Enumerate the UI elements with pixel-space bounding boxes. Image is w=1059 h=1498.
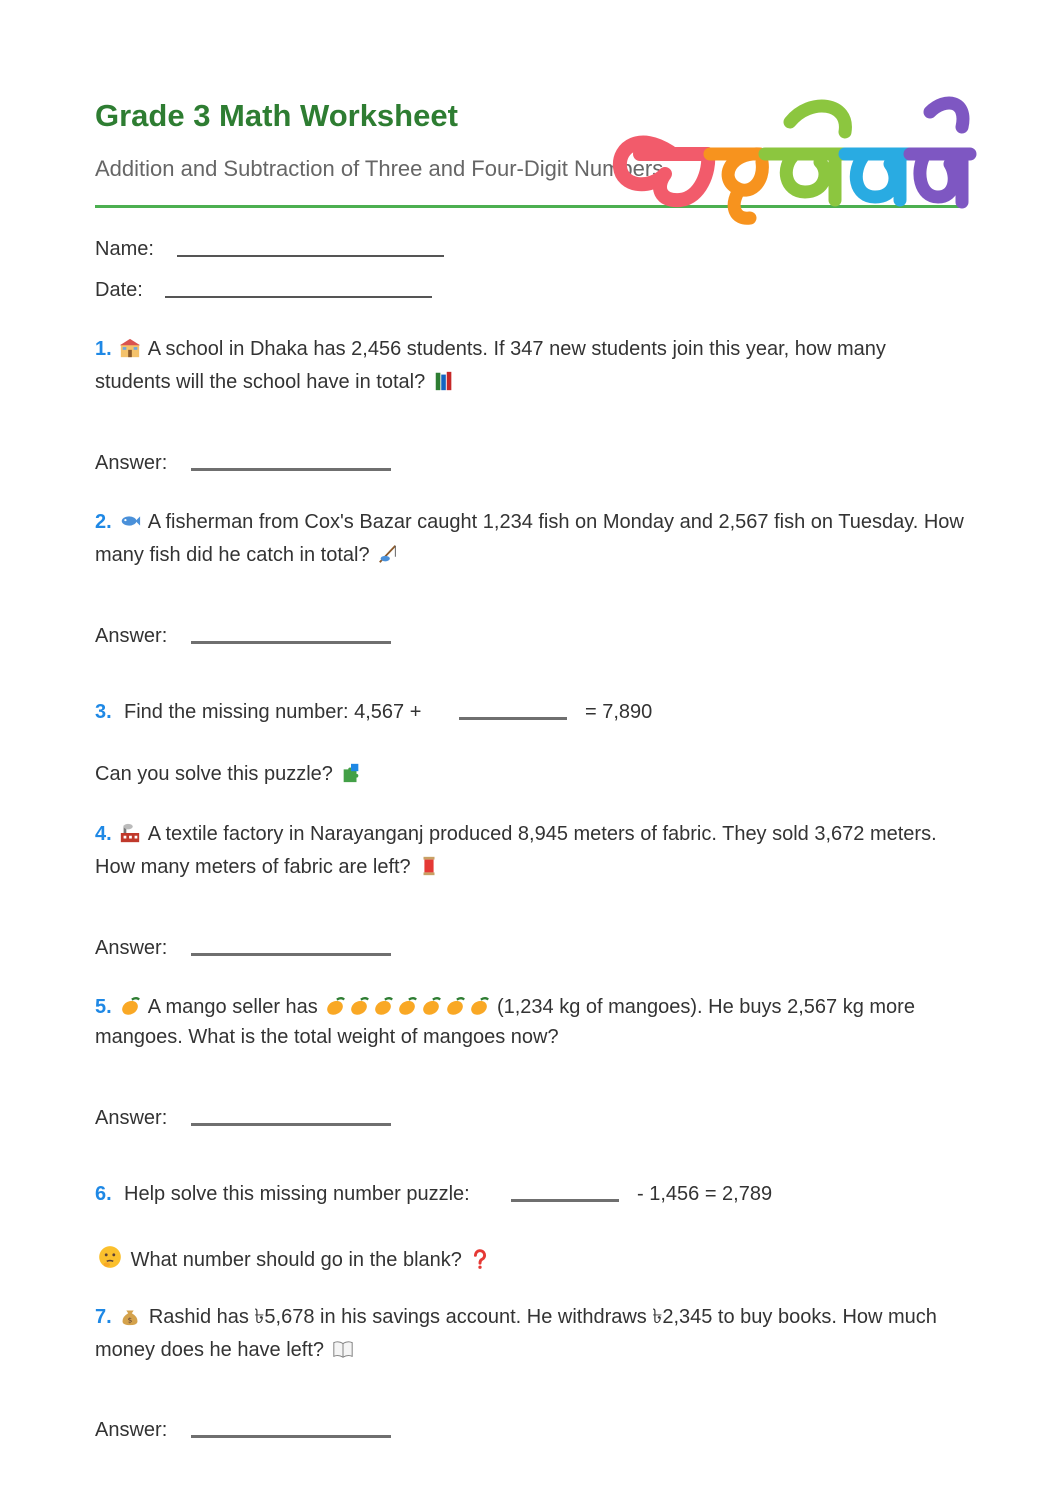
date-field[interactable] bbox=[165, 296, 432, 298]
mango-row bbox=[323, 996, 491, 1018]
mango-icon bbox=[444, 995, 466, 1017]
question-text: A mango seller has bbox=[147, 996, 318, 1018]
followup-text: Can you solve this puzzle? bbox=[95, 763, 333, 785]
name-field[interactable] bbox=[177, 255, 444, 257]
question-3-followup bbox=[95, 762, 364, 786]
missing-number-blank-2[interactable] bbox=[511, 1199, 619, 1202]
question-text-after: = 7,890 bbox=[585, 701, 653, 723]
answer-field-7[interactable] bbox=[191, 1435, 391, 1438]
question-text: Help solve this missing number puzzle: bbox=[124, 1183, 470, 1205]
answer-field-5[interactable] bbox=[191, 1123, 391, 1126]
thread-icon bbox=[418, 855, 440, 877]
svg-text:$: $ bbox=[127, 1315, 133, 1325]
question-number: 2. bbox=[95, 511, 112, 533]
question-number: 1. bbox=[95, 338, 112, 360]
page-title: Grade 3 Math Worksheet bbox=[95, 98, 458, 133]
followup-text: What number should go in the blank? bbox=[130, 1249, 462, 1271]
page-subtitle: Addition and Subtraction of Three and Four-Digit Numbers bbox=[95, 156, 664, 181]
question-6-followup bbox=[95, 1244, 493, 1272]
question-text-after: (1,234 kg of mangoes). He buys 2,567 kg more mangoes. What is the total weight of mangoes now? bbox=[95, 996, 915, 1048]
answer-field-1[interactable] bbox=[191, 468, 391, 471]
fish-icon bbox=[119, 510, 141, 532]
question-2 bbox=[95, 506, 965, 572]
question-3 bbox=[95, 701, 112, 724]
question-number: 7. bbox=[95, 1306, 112, 1328]
answer-label: Answer: bbox=[95, 452, 168, 474]
question-text: Find the missing number: 4,567 + bbox=[124, 701, 422, 723]
question-6 bbox=[95, 1183, 112, 1206]
fishing-pole-icon bbox=[377, 543, 399, 565]
open-book-icon bbox=[332, 1338, 354, 1360]
question-number: 3. bbox=[95, 701, 112, 723]
answer-label: Answer: bbox=[95, 937, 168, 959]
answer-label: Answer: bbox=[95, 1419, 168, 1441]
question-number: 5. bbox=[95, 996, 112, 1018]
puzzle-icon bbox=[340, 762, 362, 784]
anushiloni-logo bbox=[610, 92, 980, 232]
money-bag-icon bbox=[119, 1305, 141, 1327]
question-text-after: - 1,456 = 2,789 bbox=[637, 1183, 773, 1205]
question-5 bbox=[95, 992, 965, 1052]
question-number: 6. bbox=[95, 1183, 112, 1205]
question-text: Rashid has ৳5,678 in his savings account. He withdraws ৳2,345 to buy books. How much money does he have left? bbox=[95, 1306, 937, 1361]
question-mark-icon bbox=[469, 1248, 491, 1270]
mango-icon bbox=[324, 995, 346, 1017]
missing-number-blank-1[interactable] bbox=[459, 717, 567, 720]
books-icon bbox=[433, 370, 455, 392]
mango-icon bbox=[348, 995, 370, 1017]
answer-field-4[interactable] bbox=[191, 953, 391, 956]
mango-icon bbox=[420, 995, 442, 1017]
answer-label: Answer: bbox=[95, 1107, 168, 1129]
date-label: Date: bbox=[95, 279, 143, 301]
mango-icon bbox=[396, 995, 418, 1017]
question-text: A fisherman from Cox's Bazar caught 1,234 fish on Monday and 2,567 fish on Tuesday. How many fish did he catch in total? bbox=[95, 511, 964, 566]
factory-icon bbox=[119, 822, 141, 844]
question-7 bbox=[95, 1301, 965, 1367]
thinking-face-icon bbox=[97, 1244, 123, 1270]
answer-label: Answer: bbox=[95, 625, 168, 647]
mango-icon bbox=[372, 995, 394, 1017]
mango-icon bbox=[468, 995, 490, 1017]
name-label: Name: bbox=[95, 238, 154, 260]
question-1 bbox=[95, 333, 965, 399]
school-icon bbox=[119, 337, 141, 359]
answer-field-2[interactable] bbox=[191, 641, 391, 644]
question-text: A school in Dhaka has 2,456 students. If 347 new students join this year, how many students will the school have in total? bbox=[95, 338, 886, 393]
question-4 bbox=[95, 818, 965, 884]
question-number: 4. bbox=[95, 823, 112, 845]
mango-icon bbox=[119, 995, 141, 1017]
question-text: A textile factory in Narayanganj produced 8,945 meters of fabric. They sold 3,672 meters. How many meters of fabric are left? bbox=[95, 823, 937, 878]
